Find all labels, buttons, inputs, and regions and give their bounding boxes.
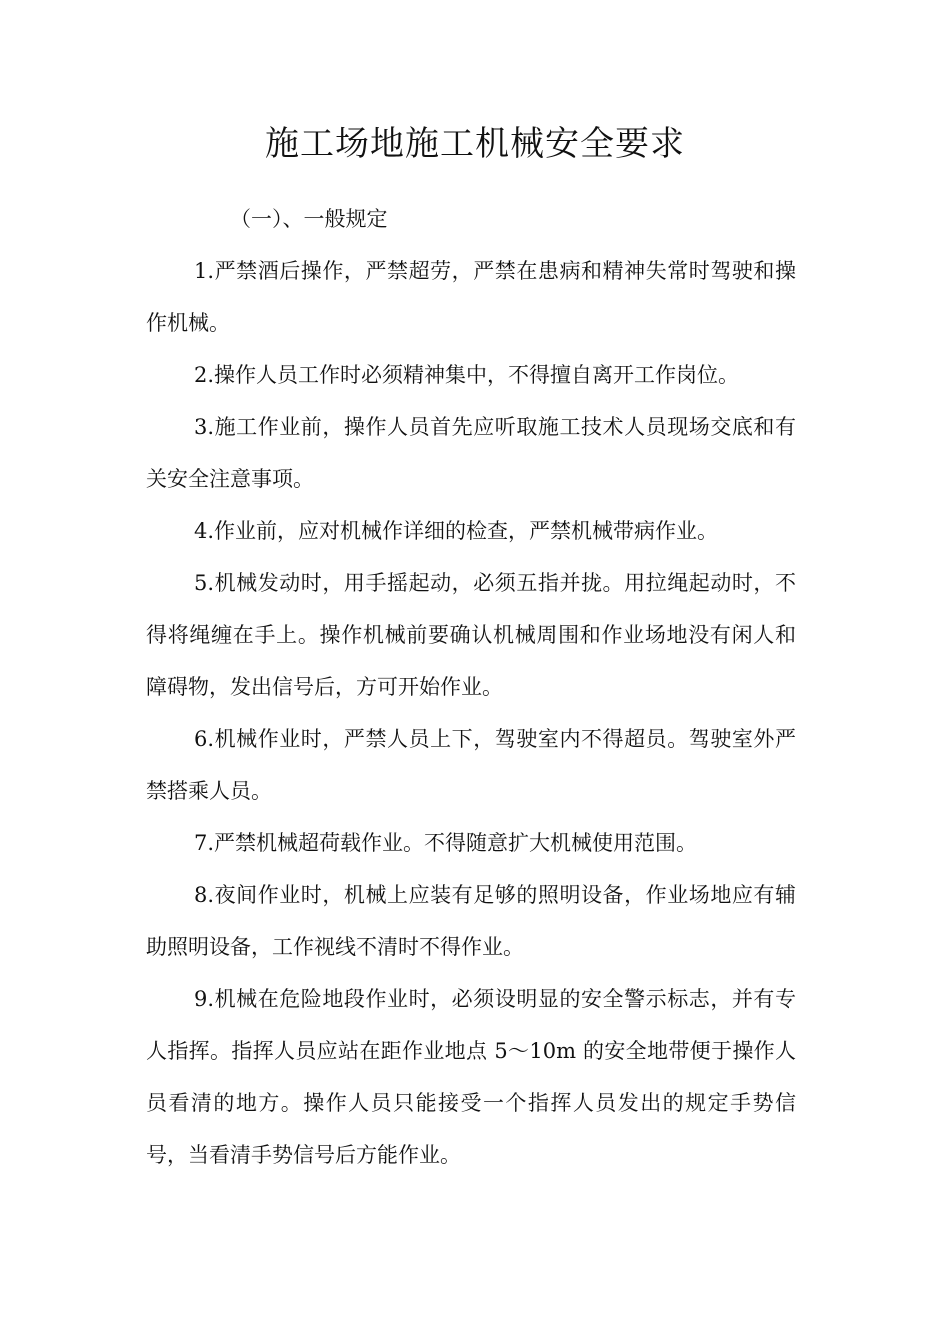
paragraph-9: 9.机械在危险地段作业时，必须设明显的安全警示标志，并有专人指挥。指挥人员应站在距作业地点 5～10m 的安全地带便于操作人员看清的地方。操作人员只能接受一个指挥人员发出的规定手势信号，当看清手势信号后方能作业。 xyxy=(146,987,796,1167)
paragraph-4: 4.作业前，应对机械作详细的检查，严禁机械带病作业。 xyxy=(194,519,719,543)
paragraph-2: 2.操作人员工作时必须精神集中，不得擅自离开工作岗位。 xyxy=(194,363,740,387)
paragraph-1: 1.严禁酒后操作，严禁超劳，严禁在患病和精神失常时驾驶和操作机械。 xyxy=(146,259,796,335)
paragraph-7: 7.严禁机械超荷载作业。不得随意扩大机械使用范围。 xyxy=(194,831,698,855)
document-body xyxy=(146,193,796,1181)
paragraph-8: 8.夜间作业时，机械上应装有足够的照明设备，作业场地应有辅助照明设备，工作视线不清时不得作业。 xyxy=(146,883,796,959)
section-heading: （一）、一般规定 xyxy=(230,207,388,231)
page-title: 施工场地施工机械安全要求 xyxy=(265,124,685,164)
paragraph-5: 5.机械发动时，用手摇起动，必须五指并拢。用拉绳起动时，不得将绳缠在手上。操作机械前要确认机械周围和作业场地没有闲人和障碍物，发出信号后，方可开始作业。 xyxy=(146,571,796,699)
paragraph-3: 3.施工作业前，操作人员首先应听取施工技术人员现场交底和有关安全注意事项。 xyxy=(146,415,796,491)
paragraph-6: 6.机械作业时，严禁人员上下，驾驶室内不得超员。驾驶室外严禁搭乘人员。 xyxy=(146,727,796,803)
